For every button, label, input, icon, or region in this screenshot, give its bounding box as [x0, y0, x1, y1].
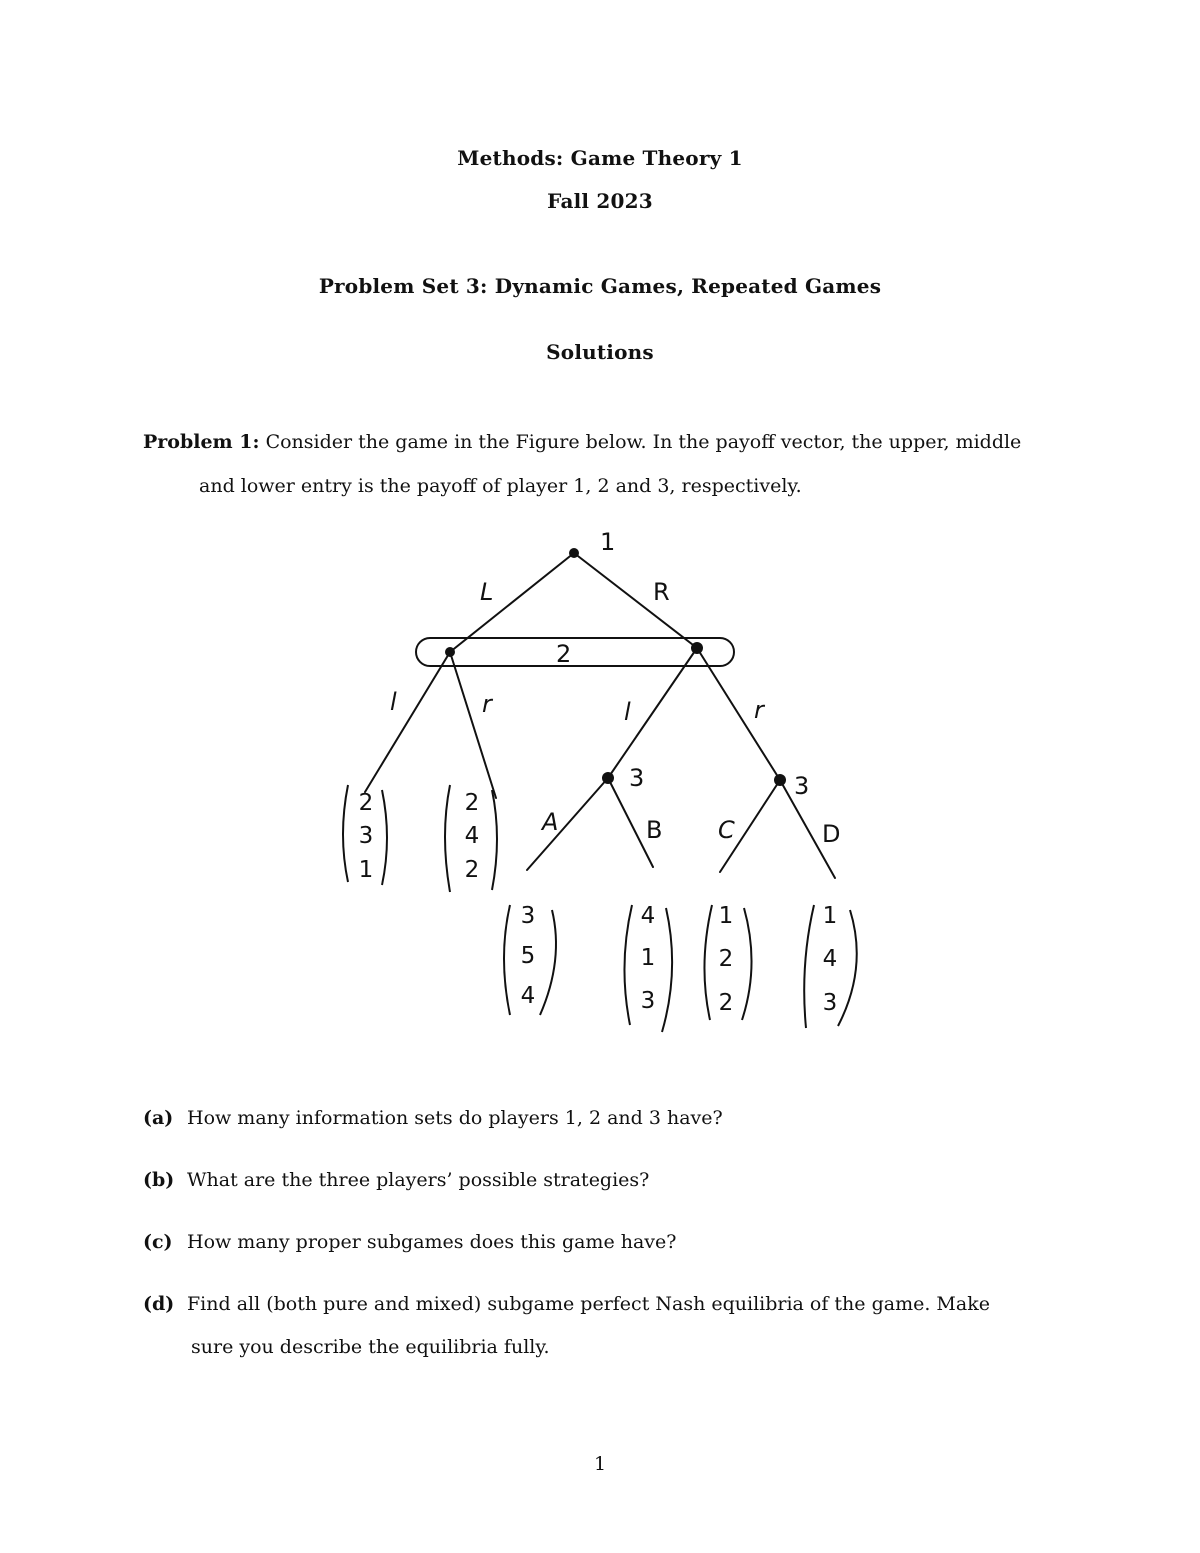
label-action-l-right: l [624, 698, 631, 726]
label-action-L: L [480, 578, 494, 606]
label-player1: 1 [600, 528, 616, 556]
node-3-right [774, 774, 786, 786]
payoff-B-1: 4 [640, 903, 656, 929]
node-3-left [602, 772, 614, 784]
edge-l-right [608, 648, 697, 778]
payoff-A-1: 3 [520, 903, 536, 929]
course-title: Methods: Game Theory 1 [457, 146, 743, 170]
payoff-vector-A [504, 903, 556, 1015]
payoff-L-r-2: 4 [464, 823, 480, 849]
label-action-r-right: r [754, 696, 764, 724]
problem1-text-line1: Consider the game in the Figure below. In the payoff vector, the upper, middle [265, 431, 1022, 453]
payoff-L-l-2: 3 [358, 823, 374, 849]
payoff-vector-B [624, 903, 672, 1032]
question-a-text: How many information sets do players 1, 2 and 3 have? [187, 1107, 723, 1129]
node-root [569, 548, 579, 558]
label-player3-right: 3 [794, 772, 810, 800]
node-2-right [691, 642, 703, 654]
question-b-text: What are the three players’ possible strategies? [187, 1169, 650, 1191]
payoff-L-l-1: 2 [358, 790, 374, 816]
question-c-label: (c) [143, 1231, 173, 1253]
edge-r-left [450, 652, 496, 798]
payoff-C-1: 1 [718, 903, 734, 929]
payoff-A-3: 4 [520, 983, 536, 1009]
label-action-l-left: l [390, 688, 397, 716]
question-d [143, 1283, 1063, 1369]
question-b [143, 1159, 1063, 1202]
payoff-vector-D [804, 903, 857, 1028]
payoff-L-r-1: 2 [464, 790, 480, 816]
question-b-label: (b) [143, 1169, 175, 1191]
payoff-vector-L-r [445, 785, 497, 892]
payoff-L-r-3: 2 [464, 857, 480, 883]
payoff-vector-C [704, 903, 751, 1020]
label-action-C: C [718, 816, 735, 844]
payoff-A-2: 5 [520, 943, 536, 969]
payoff-D-3: 3 [822, 990, 838, 1016]
payoff-vector-L-l [343, 785, 387, 885]
question-c [143, 1221, 1063, 1264]
payoff-C-3: 2 [718, 990, 734, 1016]
label-player3-left: 3 [629, 764, 645, 792]
label-action-R: R [653, 578, 670, 606]
payoff-D-1: 1 [822, 903, 838, 929]
payoff-D-2: 4 [822, 946, 838, 972]
edge-R [574, 553, 697, 648]
page-number: 1 [593, 1453, 607, 1475]
label-player2: 2 [556, 640, 572, 668]
question-d-continuation: sure you describe the equilibria fully. [191, 1336, 550, 1358]
node-2-left [445, 647, 455, 657]
label-action-r-left: r [482, 690, 492, 718]
question-a [143, 1097, 1063, 1140]
edge-r-right [697, 648, 780, 780]
payoff-B-3: 3 [640, 988, 656, 1014]
label-action-A: A [542, 808, 559, 836]
solutions-subtitle: Solutions [546, 340, 654, 364]
problem-set-title: Problem Set 3: Dynamic Games, Repeated Games [318, 274, 882, 298]
question-a-label: (a) [143, 1107, 174, 1129]
edge-A [527, 778, 608, 870]
edge-l-left [365, 652, 450, 792]
payoff-C-2: 2 [718, 946, 734, 972]
problem1-label: Problem 1: [143, 431, 260, 453]
problem1-intro [143, 420, 1073, 508]
payoff-L-l-3: 1 [358, 857, 374, 883]
problem1-text-line2: and lower entry is the payoff of player 1, 2 and 3, respectively. [199, 475, 802, 497]
game-tree [320, 520, 880, 1050]
term: Fall 2023 [547, 189, 653, 213]
question-d-label: (d) [143, 1293, 175, 1315]
question-d-text: Find all (both pure and mixed) subgame perfect Nash equilibria of the game. Make [187, 1293, 990, 1315]
label-action-D: D [822, 820, 841, 848]
label-action-B: B [646, 816, 663, 844]
question-c-text: How many proper subgames does this game have? [187, 1231, 677, 1253]
payoff-B-2: 1 [640, 945, 656, 971]
